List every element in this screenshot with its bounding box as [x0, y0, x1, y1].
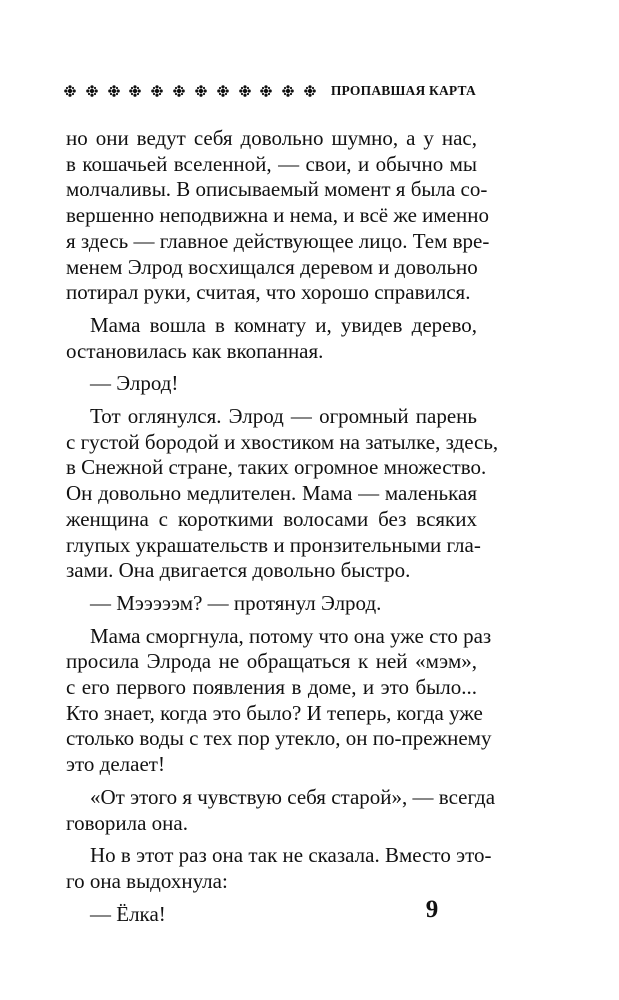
text-line: с его первого появления в доме, и это было... — [66, 675, 477, 700]
text-line: Тот оглянулся. Элрод — огромный парень — [90, 404, 477, 429]
paragraph — [66, 784, 496, 836]
text-line: «От этого я чувствую себя старой», — всегда — [90, 784, 496, 809]
paragraph — [66, 404, 499, 584]
paragraph — [66, 591, 477, 617]
text-line: зами. Она двигается довольно быстро. — [66, 558, 411, 583]
text-line: это делает! — [66, 752, 165, 777]
text-line: но они ведут себя довольно шумно, а у нас, — [66, 126, 477, 150]
paragraph-gap — [66, 584, 477, 591]
paragraph — [66, 126, 490, 306]
snowflake-icon — [304, 85, 316, 97]
text-line: я здесь — главное действующее лицо. Тем вре- — [66, 228, 490, 253]
text-line: го она выдохнула: — [66, 868, 228, 893]
text-line: Мама вошла в комнату и, увидев дерево, — [90, 312, 477, 337]
text-line: Он довольно медлителен. Мама — маленькая — [66, 481, 477, 506]
text-line: говорила она. — [66, 810, 188, 835]
text-line: — Мэээээм? — протянул Элрод. — [90, 590, 382, 615]
page-header — [64, 82, 476, 100]
text-line: столько воды с тех пор утекло, он по-прежнему — [66, 726, 492, 751]
paragraph-gap — [66, 617, 477, 624]
snowflake-icon — [260, 85, 272, 97]
paragraph — [66, 843, 492, 894]
text-line: потирал руки, считая, что хорошо справился. — [66, 280, 471, 305]
text-line: Мама сморгнула, потому что она уже сто раз — [90, 623, 492, 648]
text-line: в Снежной стране, таких огромное множество. — [66, 455, 487, 480]
page-number: 9 — [425, 896, 439, 923]
text-line: менем Элрод восхищался деревом и довольно — [66, 254, 478, 279]
text-line: просила Элрода не обращаться к ней «мэм», — [66, 649, 477, 674]
paragraph-gap — [66, 778, 477, 785]
paragraph-gap — [66, 306, 477, 313]
text-line: с густой бородой и хвостиком на затылке, здесь, — [66, 429, 499, 454]
snowflake-icon — [195, 85, 207, 97]
snowflake-icon — [173, 85, 185, 97]
snowflake-icon — [108, 85, 120, 97]
text-line: в кошачьей вселенной, — свои, и обычно мы — [66, 151, 477, 176]
snowflake-icon — [282, 85, 294, 97]
snowflake-icon — [217, 85, 229, 97]
running-title: ПРОПАВШАЯ КАРТА — [330, 83, 476, 98]
paragraph-gap — [66, 364, 477, 371]
paragraph — [66, 371, 477, 397]
text-line: вершенно неподвижна и нема, и всё же именно — [66, 203, 489, 228]
text-line: — Элрод! — [90, 371, 179, 396]
snowflake-icon — [129, 85, 141, 97]
text-line: глупых украшательств и пронзительными гла- — [66, 532, 481, 557]
paragraph-gap — [66, 397, 477, 404]
text-line: Кто знает, когда это было? И теперь, когда уже — [66, 700, 483, 725]
snowflake-ornament — [64, 85, 316, 97]
paragraph — [66, 623, 492, 778]
paragraph-gap — [66, 836, 477, 843]
snowflake-icon — [151, 85, 163, 97]
text-line: Но в этот раз она так не сказала. Вместо это- — [90, 843, 492, 868]
snowflake-icon — [239, 85, 251, 97]
text-line: — Ёлка! — [90, 901, 166, 926]
body-text — [66, 126, 499, 927]
text-line: остановилась как вкопанная. — [66, 338, 324, 363]
snowflake-icon — [86, 85, 98, 97]
text-line: женщина с короткими волосами без всяких — [66, 506, 477, 531]
text-line: молчаливы. В описываемый момент я была со- — [66, 177, 488, 202]
paragraph — [66, 313, 477, 364]
snowflake-icon — [64, 85, 76, 97]
